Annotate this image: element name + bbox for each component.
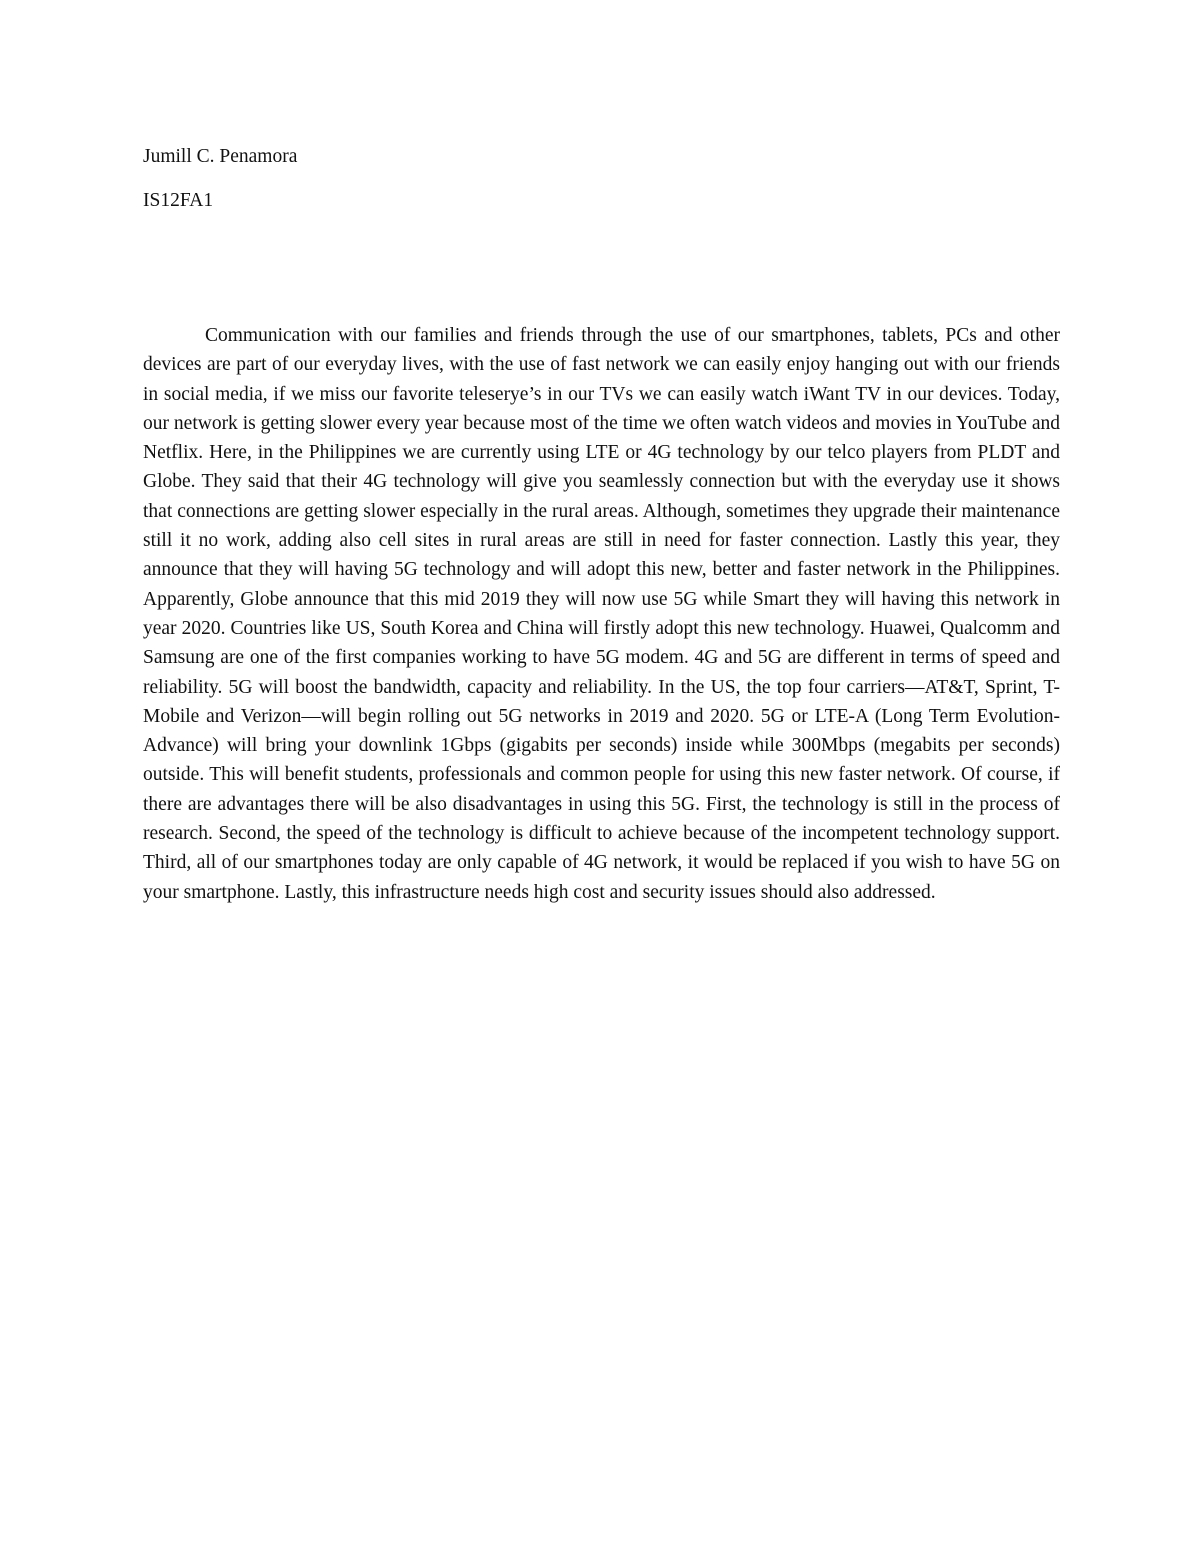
author-name: Jumill C. Penamora (143, 146, 298, 167)
essay-paragraph: Communication with our families and friends through the use of our smartphones, tablets, PCs and other devices are part of our everyday lives, with the use of fast network we can easily enjoy hanging out with our friends in social media, if we miss our favorite teleserye’s in our TVs we can easily watch iWant TV in our devices. Today, our network is getting slower every year because most of the time we often watch videos and movies in YouTube and Netflix. Here, in the Philippines we are currently using LTE or 4G technology by our telco players from PLDT and Globe. They said that their 4G technology will give you seamlessly connection but with the everyday use it shows that connections are getting slower especially in the rural areas. Although, sometimes they upgrade their maintenance still it no work, adding also cell sites in rural areas are still in need for faster connection. Lastly this year, they announce that they will having 5G technology and will adopt this new, better and faster network in the Philippines. Apparently, Globe announce that this mid 2019 they will now use 5G while Smart they will having this network in year 2020. Countries like US, South Korea and China will firstly adopt this new technology. Huawei, Qualcomm and Samsung are one of the first companies working to have 5G modem. 4G and 5G are different in terms of speed and reliability. 5G will boost the bandwidth, capacity and reliability. In the US, the top four carriers—AT&T, Sprint, T-Mobile and Verizon—will begin rolling out 5G networks in 2019 and 2020. 5G or LTE-A (Long Term Evolution-Advance) will bring your downlink 1Gbps (gigabits per seconds) inside while 300Mbps (megabits per seconds) outside. This will benefit students, professionals and common people for using this new faster network. Of course, if there are advantages there will be also disadvantages in using this 5G. First, the technology is still in the process of research. Second, the speed of the technology is difficult to achieve because of the incompetent technology support. Third, all of our smartphones today are only capable of 4G network, it would be replaced if you wish to have 5G on your smartphone. Lastly, this infrastructure needs high cost and security issues should also addressed. (143, 325, 1060, 903)
section-code: IS12FA1 (143, 190, 214, 211)
